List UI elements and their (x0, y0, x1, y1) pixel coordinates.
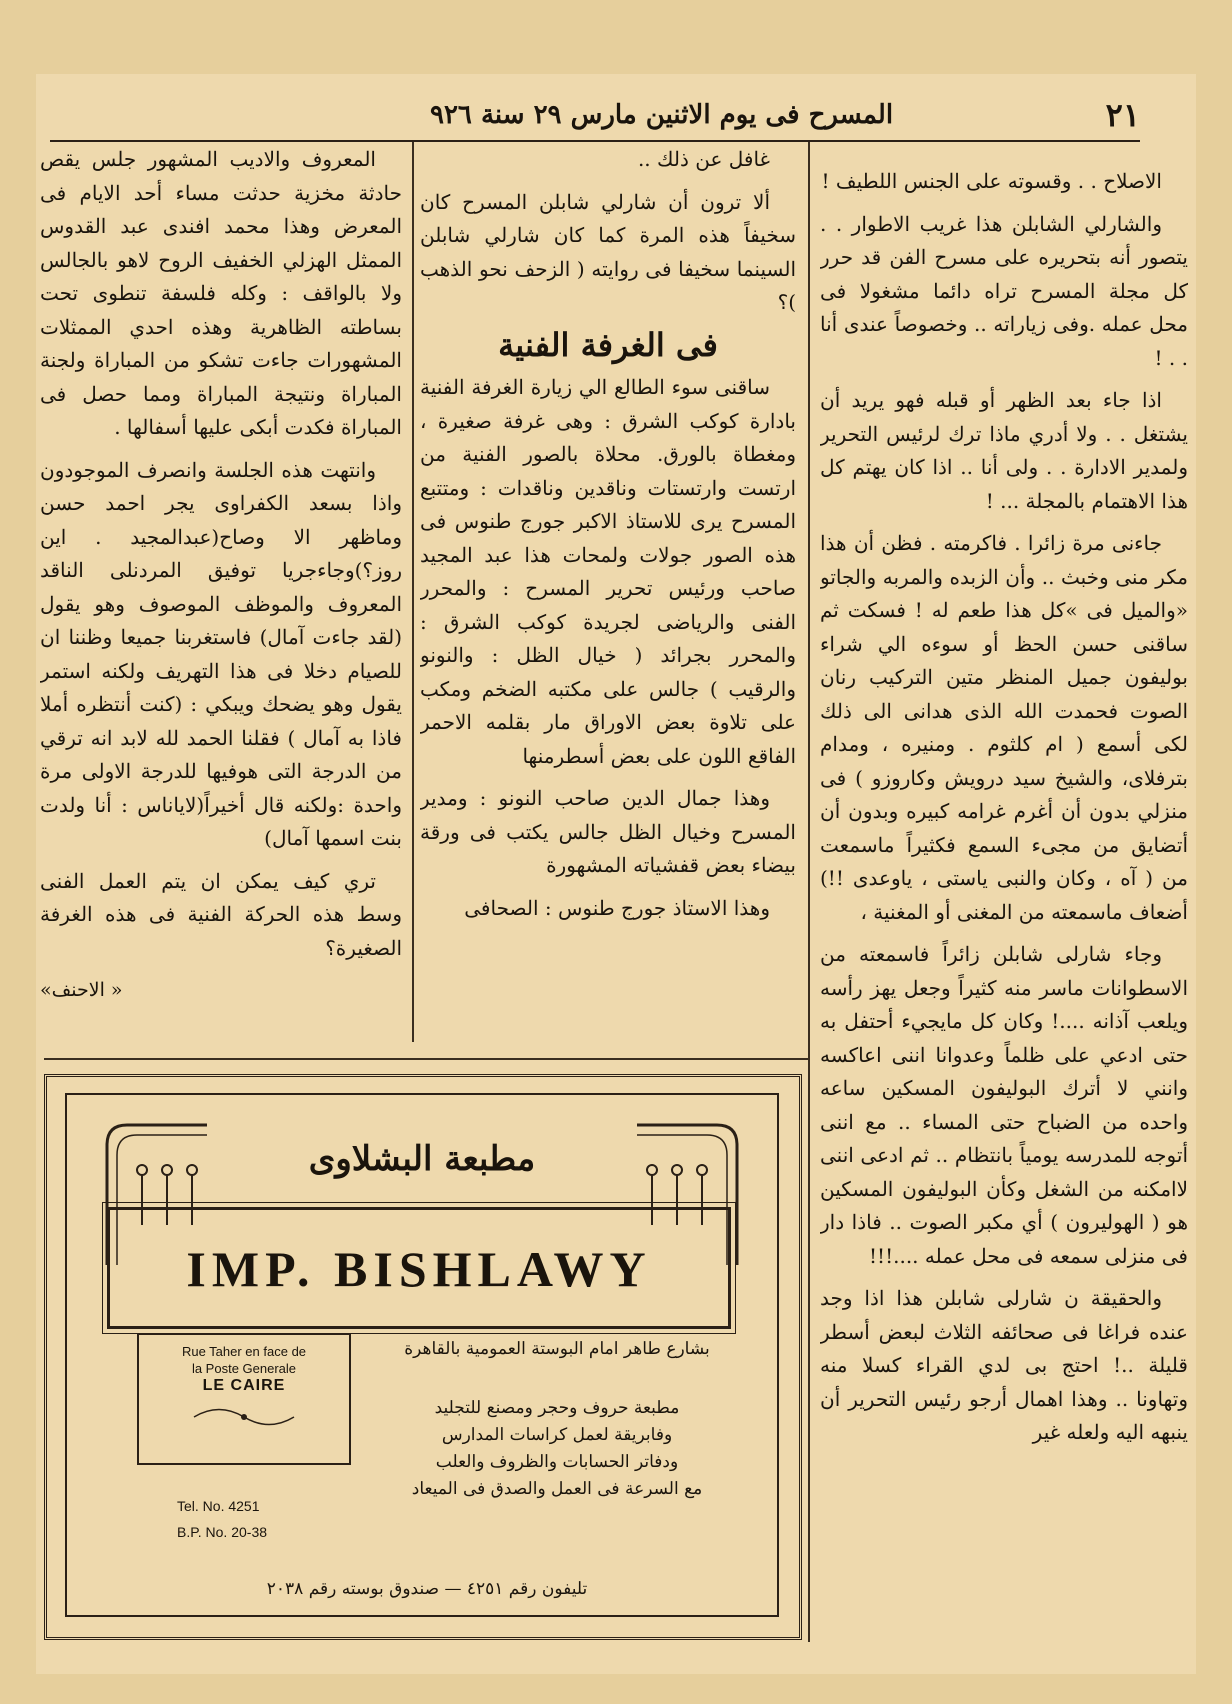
section-heading: فى الغرفة الفنية (498, 325, 718, 364)
ad-telephone: Tel. No. 4251 (177, 1498, 260, 1514)
ad-latin-company-name: IMP. BISHLAWY (186, 1241, 652, 1297)
ad-address-line: la Poste Generale (191, 1361, 297, 1376)
ad-name-banner (107, 1207, 731, 1329)
paragraph: وهذا الاستاذ جورج طنوس : الصحافى (464, 895, 770, 920)
page-number: ٢١ (1105, 96, 1140, 134)
paragraph: المعروف والاديب المشهور جلس يقص حادثة مخزية حدثت مساء أحد الايام فى المعرض وهذا محمد افندى عبد القدوس الممثل الهزلي الخفيف الروح لاهو بالجالس ولا بالواقف : وكله فلسفة تنطوى تحت بساطته الظاهرية وهذه احدي الممثلات المشهورات جاءت تشكو من المباراة ولجنة المباراة ونتيجة المباراة ومما حصل فى المباراة فكدت أبكى عليها أسفالها . (40, 147, 402, 439)
paragraph: الاصلاح . . وقسوته على الجنس اللطيف ! (821, 169, 1162, 193)
ad-top-rule (44, 1058, 808, 1060)
ad-service-line: مطبعة حروف وحجر ومصنع للتجليد (434, 1398, 680, 1418)
paragraph: وانتهت هذه الجلسة وانصرف الموجودون واذا بسعد الكفراوى يجر احمد حسن وماظهر الا وصاح(عبدالمجيد . اين روز؟)وجاءجريا توفيق المردنلى الناقد المعروف والموظف الموصوف وهو يقول (لقد جاءت آمال) فاستغربنا جميعا وظننا ان للصيام دخلا فى هذا التهريف ولكنه استمر يقول وهو يضحك ويبكي : (كنت أنتظره أملا فاذا به آمال ) فقلنا الحمد لله لابد انه ترقي من الدرجة التى هوفيها للدرجة الاولى مرة واحدة :ولكنه قال أخيراً(لاياناس : أنا ولدت بنت اسمها آمال) (40, 457, 402, 850)
ad-street-address: بشارع طاهر امام البوستة العمومية بالقاهرة (404, 1339, 710, 1359)
author-signature: « الاحنف» (40, 979, 123, 1001)
paragraph: غافل عن ذلك .. (637, 147, 770, 171)
article-left-column (40, 143, 402, 1043)
paragraph: ألا ترون أن شارلي شابلن المسرح كان سخيفاً هذه المرة كما كان شارلي شابلن السينما سخيفا فى روايته ( الزحف نحو الذهب )؟ (420, 189, 796, 314)
article-right-column (820, 165, 1188, 1630)
paragraph: جاءنى مرة زائرا . فاكرمته . فظن أن هذا مكر منى وخبث .. وأن الزبده والمربه والجاتو «والميل فى »كل هذا طعم له ! فسكت ثم ساقنى حسن الحظ أو سوءه الي شراء بوليفون جميل المنظر متين التركيب رنان الصوت فحمدت الله الذى هدانى الى ذلك لكى أسمع ( ام كلثوم . ومنيره ، ومدام بترفلاى، والشيخ سيد درويش وكاروزو ) فى منزلي بدون أن أغرم غرامه كبيره وبدون أن أتضايق من مجىء السمع فكثيراً ماسمعت من ( آه ، وكان والنبى ياستى ، ياوعدى !!) أضعاف ماسمعته من المغنى أو المغنية ، (820, 531, 1188, 924)
paragraph: وهذا جمال الدين صاحب النونو : ومدير المسرح وخيال الظل جالس يكتب فى ورقة بيضاء بعض قفشياته المشهورة (420, 786, 796, 877)
ad-address-box (137, 1333, 351, 1465)
ad-service-line: مع السرعة فى العمل والصدق فى الميعاد (411, 1479, 703, 1499)
column-divider-left (412, 142, 414, 1042)
flourish-icon (184, 1402, 304, 1432)
paragraph: وجاء شارلى شابلن زائراً فاسمعته من الاسطوانات ماسر منه كثيراً وجعل يهز رأسه ويلعب آذانه ....! وكان كل مايجيء أحتفل به حتى ادعي على ظلماً وعدوانا اننى اعاكسه وانني لا أترك البوليفون المسكين ساعه واحده من الضباح حتى المساء .. مع اننى أتوجه للمدرسه يومياً بانتظام .. ثم ادعى اننى لاامكنه من الشغل وكأن البوليفون المسكين هو ( الهوليرون ) أي مكبر الصوت .. فاذا دار فى منزلى سمعه فى محل عمله ....!!! (820, 942, 1188, 1268)
ad-service-line: وفابريقة لعمل كراسات المدارس (441, 1425, 673, 1445)
paragraph: اذا جاء بعد الظهر أو قبله فهو يريد أن يشتغل . . ولا أدري ماذا ترك لرئيس التحرير ولمدير الادارة . . ولى أنا .. اذا كان يهتم كل هذا الاهتمام بالمجلة ... ! (820, 388, 1188, 513)
ad-services-list (367, 1395, 747, 1503)
paragraph: تري كيف يمكن ان يتم العمل الفنى وسط هذه الحركة الفنية فى هذه الغرفة الصغيرة؟ (40, 868, 402, 960)
column-divider-right (808, 142, 810, 1642)
ad-arabic-company-name: مطبعة البشلاوى (308, 1139, 536, 1179)
paragraph: ساقنى سوء الطالع الي زيارة الغرفة الفنية بادارة كوكب الشرق : وهى غرفة صغيرة ، ومغطاة بالورق. محلاة بالصور الفنية من ارتست وارتستات وناقدين وناقدات : ومتتبع المسرح يرى للاستاذ الاكبر جورج طنوس فى هذه الصور جولات ولمحات هذا عبد المجيد صاحب ورئيس تحرير المسرح : والمحرر الفنى والرياضى لجريدة كوكب الشرق : والمحرر بجرائد ( خيال الظل : والنونو والرقيب ) جالس على مكتبه الضخم ومكب على تلاوة بعض الاوراق مار بقلمه الاحمر الفاقع اللون على بعض أسطرمنها (420, 375, 796, 768)
page-header (50, 96, 1140, 142)
ad-frame (65, 1093, 779, 1617)
ad-address-line: Rue Taher en face de (181, 1344, 307, 1359)
ad-po-box: B.P. No. 20-38 (177, 1524, 268, 1540)
ad-service-line: ودفاتر الحسابات والظروف والعلب (435, 1452, 679, 1472)
paragraph: والحقيقة ن شارلى شابلن هذا اذا وجد عنده فراغا فى صحائفه الثلاث لبعض أسطر قليلة ..! احتج بى لدي القراء كسلا منه وتهاونا .. وهذا اهمال أرجو رئيس التحرير أن ينبهه اليه ولعله غير (820, 1286, 1188, 1444)
printer-advertisement (44, 1074, 802, 1640)
ad-footer-contact: تليفون رقم ٤٢٥١ — صندوق بوسته رقم ٢٠٣٨ (266, 1579, 588, 1599)
ad-city: LE CAIRE (202, 1377, 286, 1394)
paragraph: والشارلي الشابلن هذا غريب الاطوار . . يتصور أنه بتحريره على مسرح الفن قد حرر كل مجلة المسرح تراه دائما مشغولا فى محل عمله .وفى زياراته .. وخصوصاً عندى أنا . . ! (820, 211, 1188, 370)
article-middle-column (420, 143, 796, 1043)
header-title: المسرح فى يوم الاثنين مارس ٢٩ سنة ٩٢٦ (430, 100, 894, 130)
ad-contact (177, 1493, 267, 1545)
